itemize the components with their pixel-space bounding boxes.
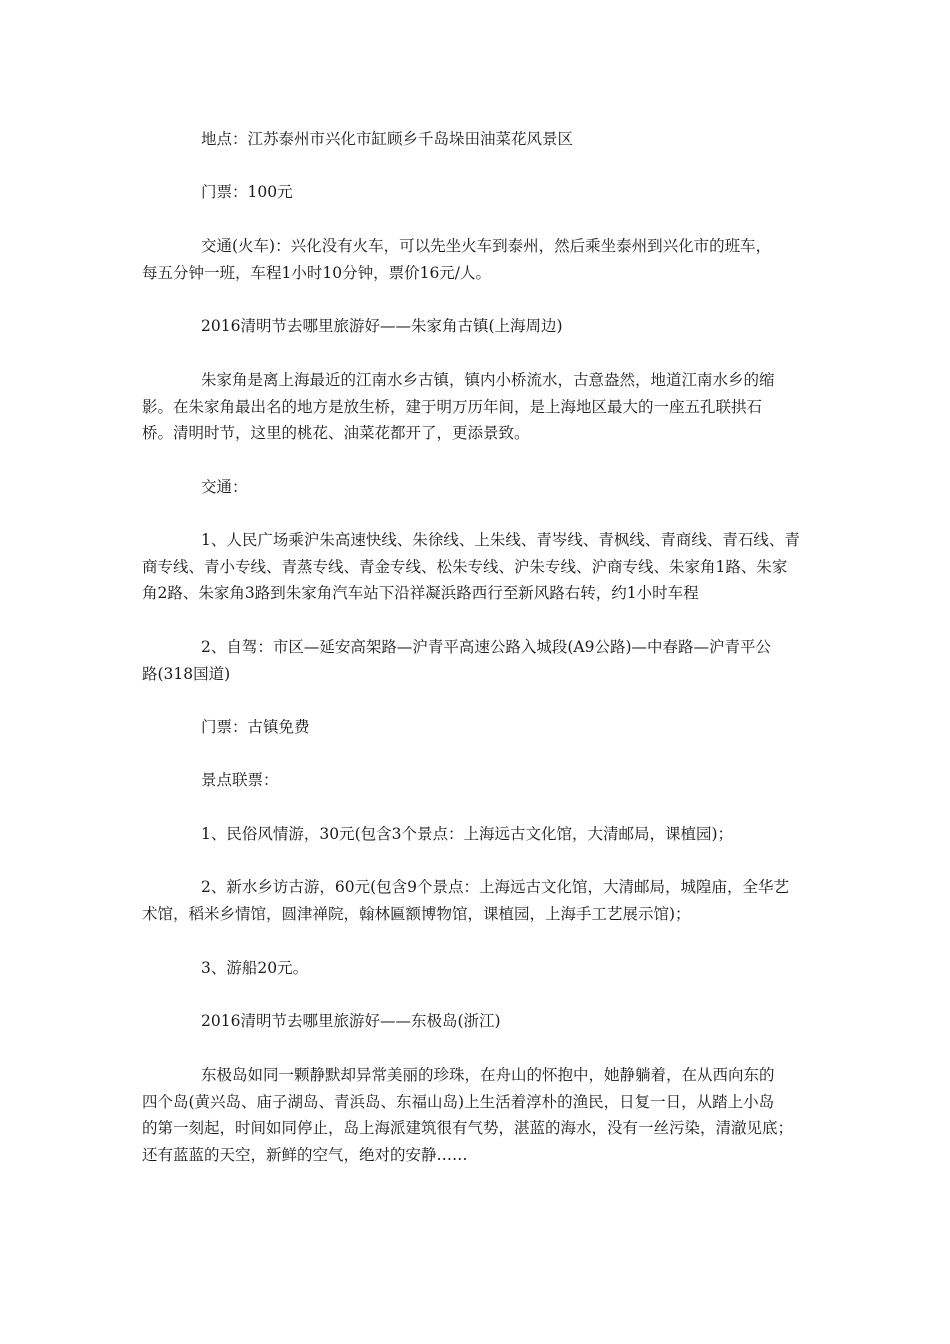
text-line: 2016清明节去哪里旅游好——东极岛(浙江) (201, 1012, 501, 1030)
paragraph-bus-routes (142, 527, 808, 607)
text-line: 商专线、青小专线、青蒸专线、青金专线、松朱专线、沪朱专线、沪商专线、朱家角1路、朱家 (142, 557, 788, 576)
paragraph-town-ticket (142, 714, 808, 741)
text-line: 桥。清明时节，这里的桃花、油菜花都开了，更添景致。 (142, 424, 530, 442)
text-line: 术馆，稻米乡情馆，圆津禅院，翰林匾额博物馆，课植园，上海手工艺展示馆)； (142, 904, 691, 923)
paragraph-combo-2 (142, 874, 808, 927)
paragraph-combo-3 (142, 955, 808, 982)
paragraph-train-transport (142, 233, 808, 286)
paragraph-self-drive (142, 634, 808, 687)
text-line: 东极岛如同一颗静默却异常美丽的珍珠，在舟山的怀抱中，她静躺着，在从西向东的 (201, 1066, 775, 1084)
text-line: 2、新水乡访古游，60元(包含9个景点：上海远古文化馆，大清邮局，城隍庙，全华艺 (201, 878, 789, 896)
text-line: 门票：古镇免费 (201, 718, 310, 736)
text-line: 2、自驾：市区—延安高架路—沪青平高速公路入城段(A9公路)—中春路—沪青平公 (201, 638, 772, 656)
text-line: 还有蓝蓝的天空，新鲜的空气，绝对的安静…… (142, 1145, 468, 1164)
text-line: 朱家角是离上海最近的江南水乡古镇，镇内小桥流水，古意盎然，地道江南水乡的缩 (201, 371, 775, 389)
text-line: 每五分钟一班，车程1小时10分钟，票价16元/人。 (142, 263, 492, 282)
paragraph-combo-1 (142, 821, 808, 848)
text-line: 景点联票： (201, 771, 279, 789)
paragraph-ticket (142, 179, 808, 206)
text-line: 3、游船20元。 (201, 959, 309, 977)
paragraph-combo-ticket-label (142, 767, 808, 794)
text-line: 地点：江苏泰州市兴化市缸顾乡千岛垛田油菜花风景区 (201, 130, 574, 148)
text-line: 门票：100元 (201, 183, 293, 201)
text-line: 交通： (201, 478, 248, 496)
text-line: 交通(火车)：兴化没有火车，可以先坐火车到泰州，然后乘坐泰州到兴化市的班车， (201, 237, 772, 255)
text-line: 1、人民广场乘沪朱高速快线、朱徐线、上朱线、青岑线、青枫线、青商线、青石线、青 (201, 531, 800, 549)
text-line: 影。在朱家角最出名的地方是放生桥，建于明万历年间，是上海地区最大的一座五孔联拱石 (142, 397, 763, 416)
section-heading-dongji-island (142, 1008, 808, 1035)
text-line: 四个岛(黄兴岛、庙子湖岛、青浜岛、东福山岛)上生活着淳朴的渔民，日复一日，从踏上小岛 (142, 1092, 775, 1111)
text-line: 路(318国道) (142, 664, 231, 683)
paragraph-location (142, 126, 808, 153)
text-line: 1、民俗风情游，30元(包含3个景点：上海远古文化馆，大清邮局，课植园)； (201, 825, 734, 843)
section-heading-zhujiajiao (142, 313, 808, 340)
text-line: 角2路、朱家角3路到朱家角汽车站下沿祥凝浜路西行至新风路右转，约1小时车程 (142, 584, 699, 602)
paragraph-transport-label (142, 474, 808, 501)
text-line: 的第一刻起，时间如同停止，岛上海派建筑很有气势，湛蓝的海水，没有一丝污染，清澈见底； (142, 1119, 794, 1137)
text-line: 2016清明节去哪里旅游好——朱家角古镇(上海周边) (201, 317, 563, 335)
paragraph-zhujiajiao-intro (142, 367, 808, 447)
paragraph-dongji-intro (142, 1062, 808, 1168)
